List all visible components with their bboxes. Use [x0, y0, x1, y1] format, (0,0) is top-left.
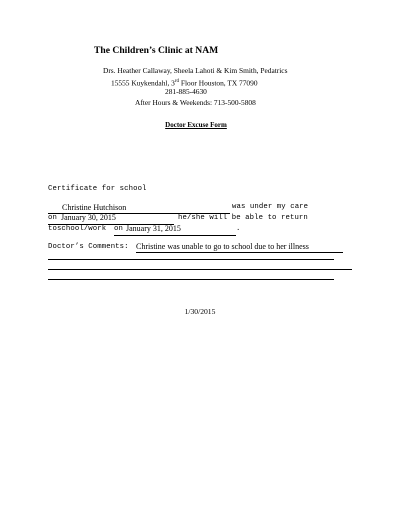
- comments-field: Christine was unable to go to school due to her illness: [136, 242, 309, 251]
- signed-date: 1/30/2015: [184, 307, 216, 316]
- comments-rule-2: [48, 269, 352, 270]
- comments-underline: [136, 252, 343, 253]
- comments-label: Doctor’s Comments:: [48, 243, 129, 251]
- return-period: .: [236, 225, 241, 233]
- doctors-line: Drs. Heather Callaway, Sheela Lahoti & Kim Smith, Pedatrics: [103, 66, 288, 75]
- address-line: 15555 Kuykendahl, 3rd Floor Houston, TX 77090: [111, 77, 258, 87]
- comments-rule-3: [48, 279, 334, 280]
- certificate-label: Certificate for school: [48, 185, 147, 193]
- return-date-underline: [114, 235, 236, 236]
- patient-line: [48, 203, 126, 212]
- clinic-name: The Children’s Clinic at NAM: [94, 45, 219, 56]
- on-label-2: on: [114, 225, 123, 233]
- date-seen-field: January 30, 2015: [61, 213, 116, 222]
- form-title: Doctor Excuse Form: [165, 121, 227, 129]
- on-label: on: [48, 214, 57, 222]
- return-text: he/she will be able to return: [178, 214, 308, 222]
- return-label: toschool/work: [48, 225, 107, 233]
- care-text: was under my care: [232, 203, 309, 211]
- phone-line: 281-885-4630: [165, 87, 207, 96]
- return-date-field: January 31, 2015: [126, 224, 181, 233]
- after-hours-line: After Hours & Weekends: 713-500-5808: [135, 97, 256, 107]
- comments-rule-1: [48, 259, 334, 260]
- patient-name-field: Christine Hutchison: [62, 203, 127, 212]
